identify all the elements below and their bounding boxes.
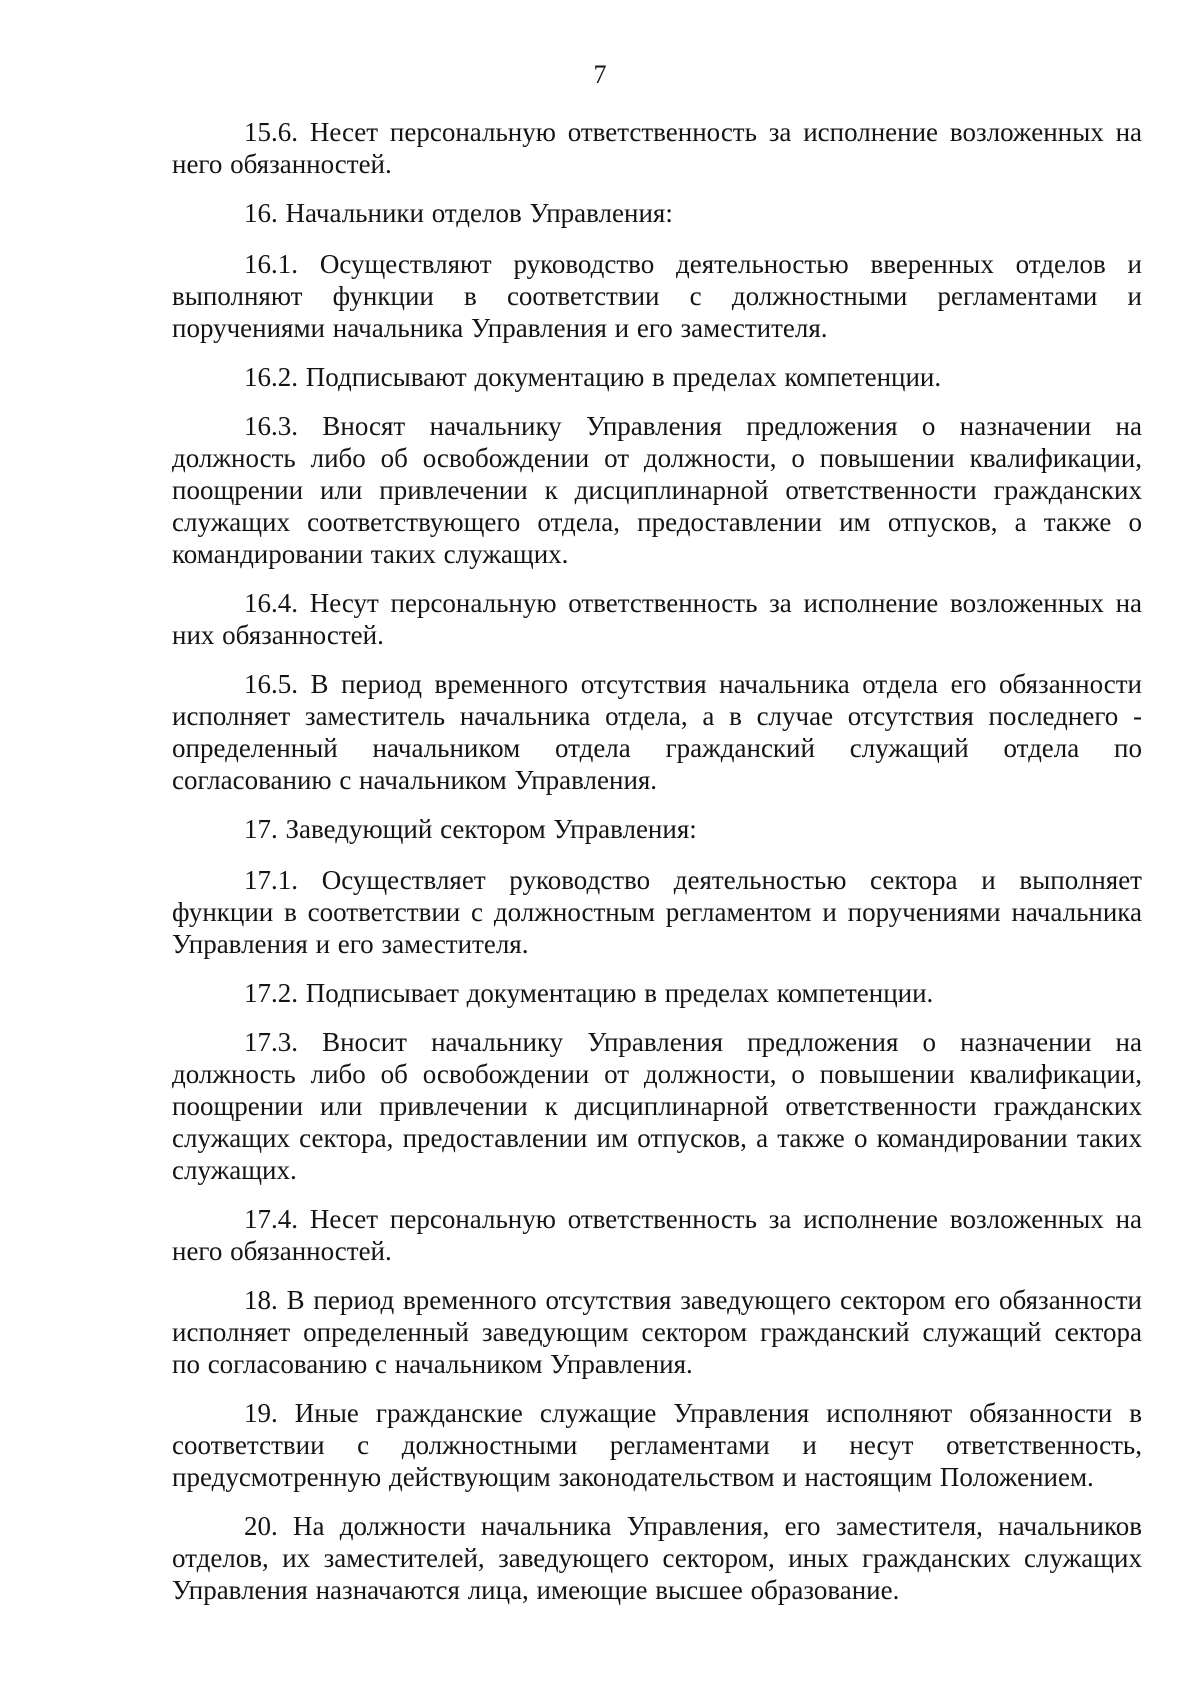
paragraph-19: 19. Иные гражданские служащие Управления исполняют обязанности в соответствии с должностными регламентами и несут ответственность, предусмотренную действующим законодательством и настоящим Положением. (172, 1398, 1142, 1492)
section-heading-17: 17. Заведующий сектором Управления: (244, 814, 697, 844)
section-heading-16: 16. Начальники отделов Управления: (244, 198, 673, 228)
paragraph-17-2: 17.2. Подписывает документацию в пределах компетенции. (244, 978, 934, 1008)
paragraph-16-3: 16.3. Вносят начальнику Управления предложения о назначении на должность либо об освобождении от должности, о повышении квалификации, поощрении или привлечении к дисциплинарной ответственности гражданских служащих соответствующего отдела, предоставлении им отпусков, а также о командировании таких служащих. (172, 411, 1142, 569)
paragraph-18: 18. В период временного отсутствия заведующего сектором его обязанности исполняет определенный заведующим сектором гражданский служащий сектора по согласованию с начальником Управления. (172, 1285, 1142, 1379)
paragraph-15-6: 15.6. Несет персональную ответственность за исполнение возложенных на него обязанностей. (172, 117, 1142, 179)
paragraph-20: 20. На должности начальника Управления, его заместителя, начальников отделов, их заместителей, заведующего сектором, иных гражданских служащих Управления назначаются лица, имеющие высшее образование. (172, 1511, 1142, 1605)
paragraph-16-1: 16.1. Осуществляют руководство деятельностью вверенных отделов и выполняют функции в соответствии с должностными регламентами и поручениями начальника Управления и его заместителя. (172, 249, 1142, 343)
paragraph-16-4: 16.4. Несут персональную ответственность за исполнение возложенных на них обязанностей. (172, 588, 1142, 650)
paragraph-16-2: 16.2. Подписывают документацию в пределах компетенции. (244, 362, 942, 392)
paragraph-17-1: 17.1. Осуществляет руководство деятельностью сектора и выполняет функции в соответствии с должностным регламентом и поручениями начальника Управления и его заместителя. (172, 865, 1142, 959)
paragraph-17-3: 17.3. Вносит начальнику Управления предложения о назначении на должность либо об освобождении от должности, о повышении квалификации, поощрении или привлечении к дисциплинарной ответственности гражданских служащих сектора, предоставлении им отпусков, а также о командировании таких служащих. (172, 1027, 1142, 1185)
paragraph-17-4: 17.4. Несет персональную ответственность за исполнение возложенных на него обязанностей. (172, 1204, 1142, 1266)
document-body (172, 116, 1142, 1623)
paragraph-16-5: 16.5. В период временного отсутствия начальника отдела его обязанности исполняет заместитель начальника отдела, а в случае отсутствия последнего - определенный начальником отдела гражданский служащий отдела по согласованию с начальником Управления. (172, 669, 1142, 795)
page-number: 7 (593, 60, 607, 89)
